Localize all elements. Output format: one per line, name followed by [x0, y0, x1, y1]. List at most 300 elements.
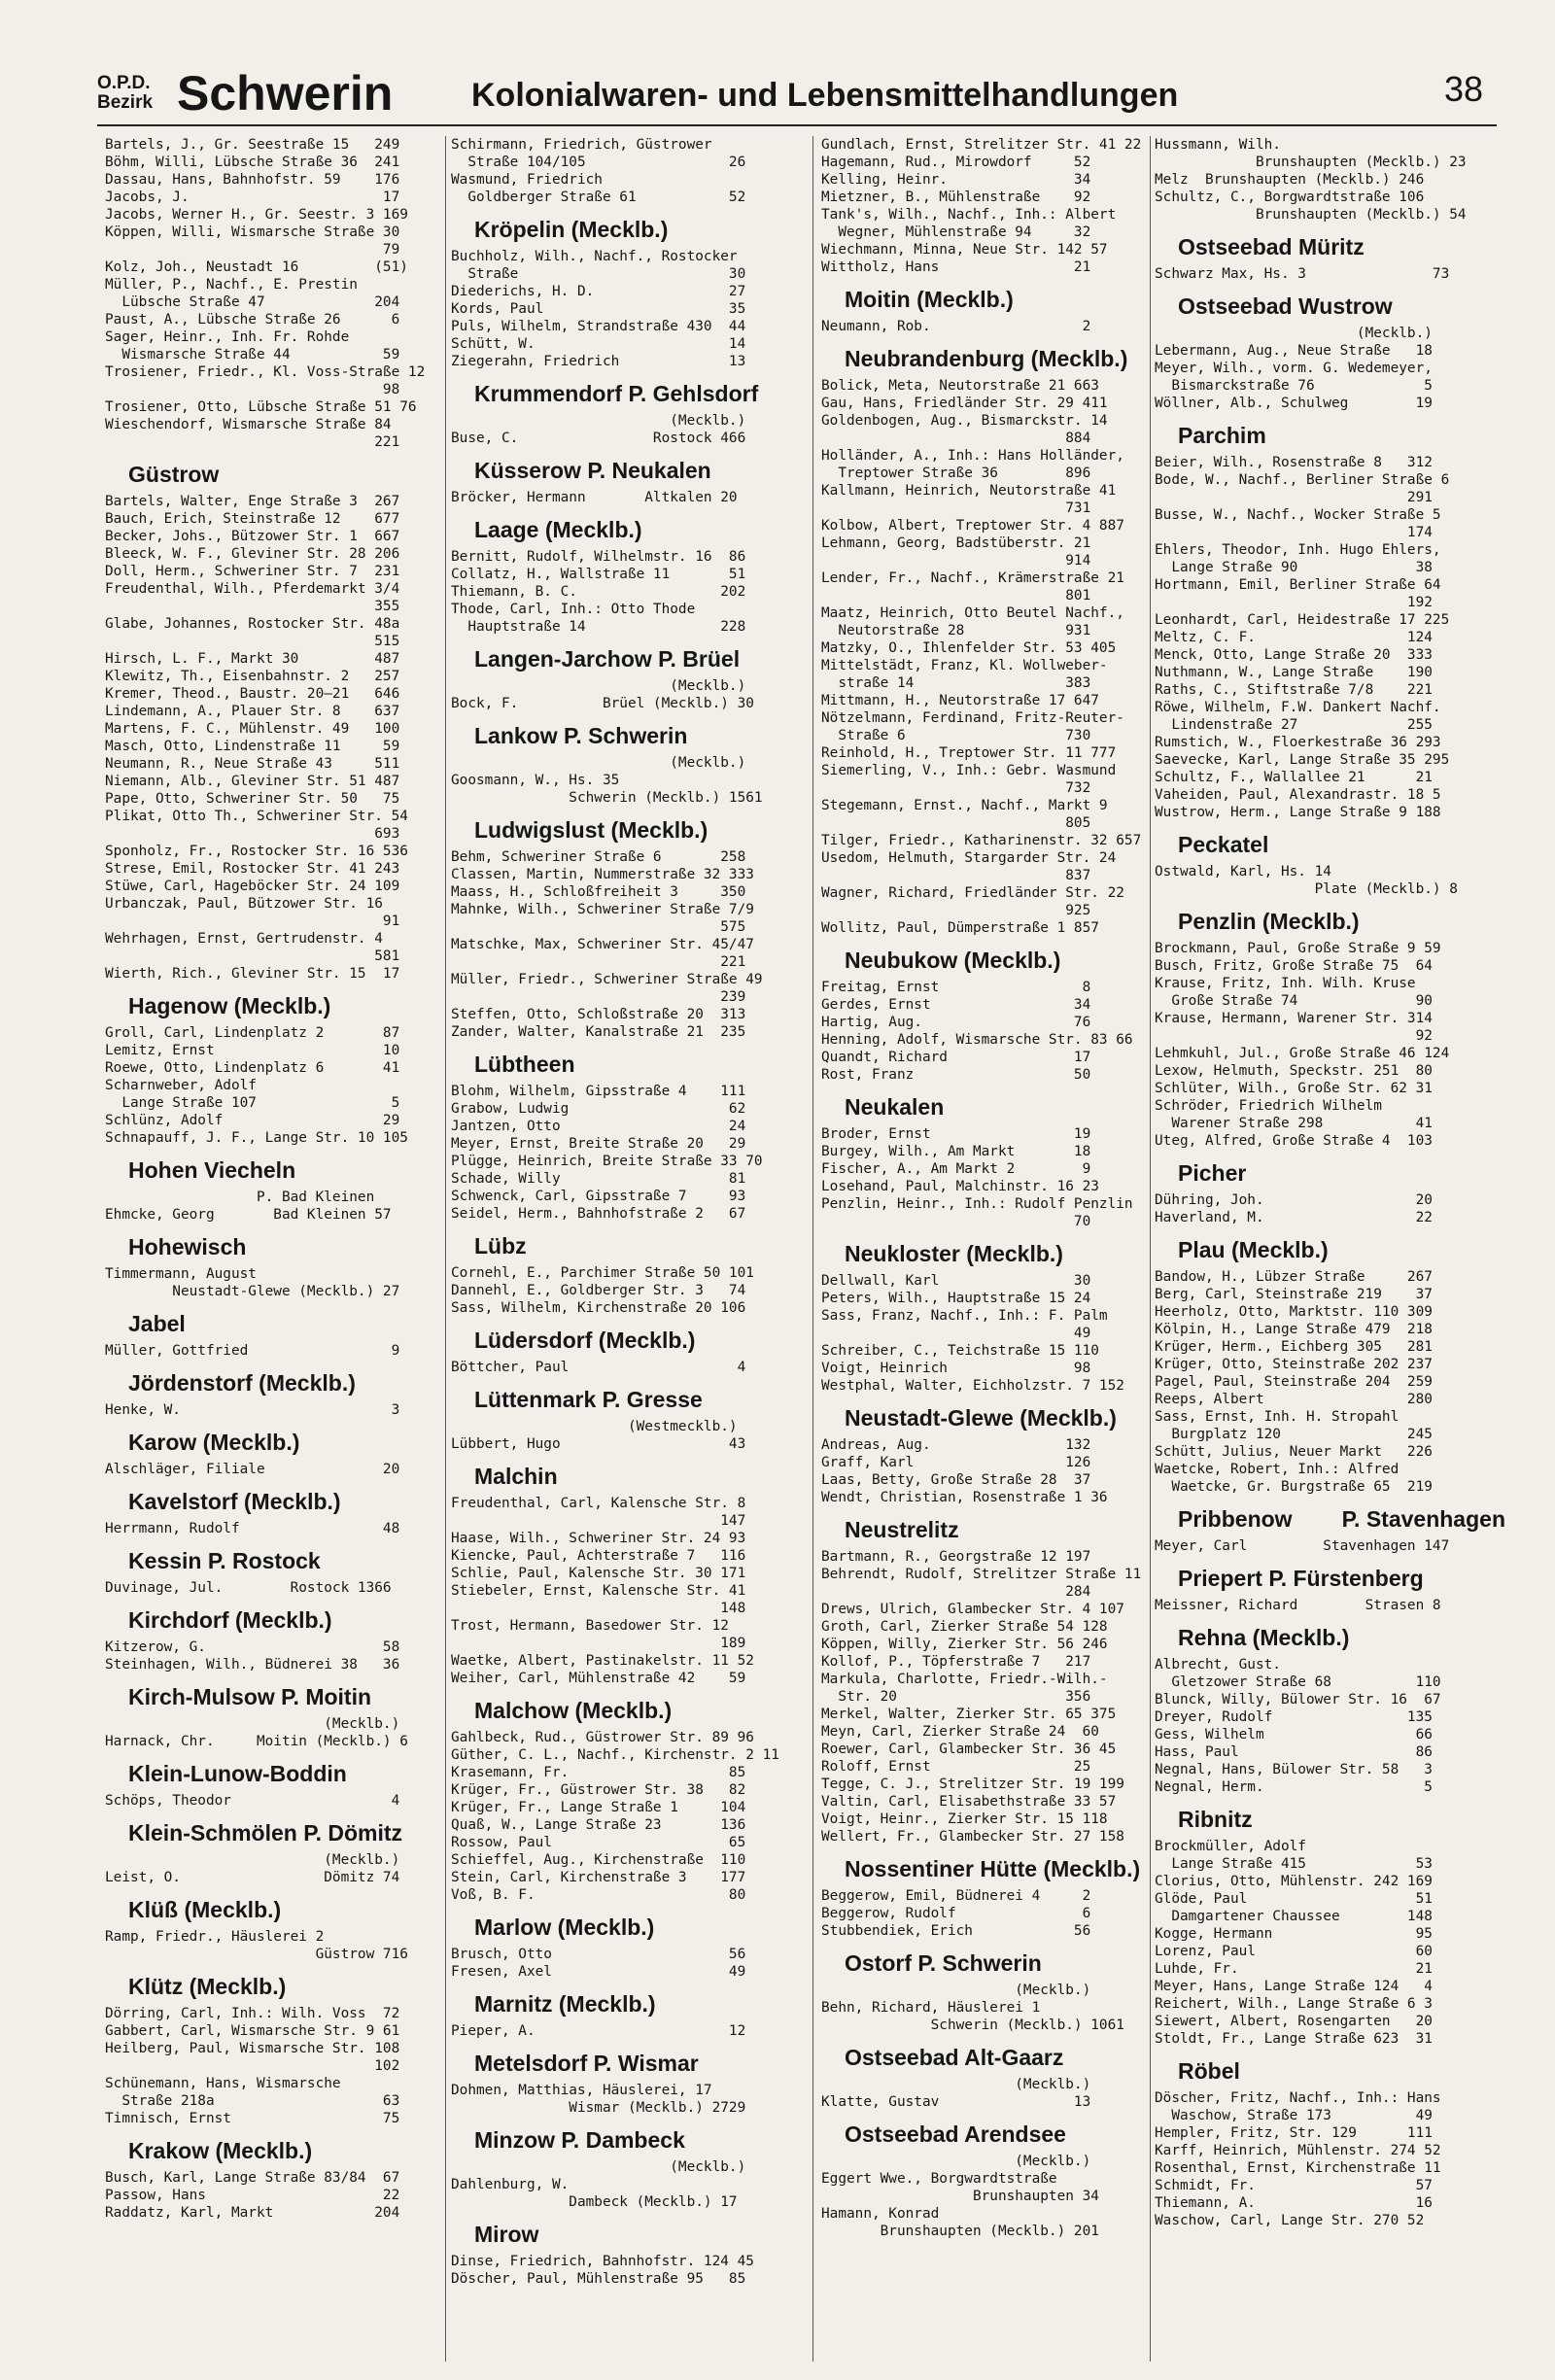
listing-line: 805 — [821, 815, 1091, 831]
listing-line: Wieschendorf, Wismarsche Straße 84 — [105, 417, 392, 432]
listing-line: Burgplatz 120 245 — [1155, 1427, 1433, 1442]
listing-line: Sass, Franz, Nachf., Inh.: F. Palm — [821, 1308, 1108, 1324]
listing-line: Wagner, Richard, Friedländer Str. 22 — [821, 885, 1124, 901]
listing-line: Maatz, Heinrich, Otto Beutel Nachf., — [821, 605, 1124, 621]
listing-line: Meyer, Ernst, Breite Straße 20 29 — [451, 1136, 746, 1152]
listing-line: Voigt, Heinr., Zierker Str. 15 118 — [821, 1811, 1108, 1827]
listing-line: Schünemann, Hans, Wismarsche — [105, 2076, 341, 2091]
listing-line: Rosenthal, Ernst, Kirchenstraße 11 — [1155, 2160, 1441, 2176]
town-heading: Lankow P. Schwerin — [474, 723, 688, 748]
listing-line: Schlie, Paul, Kalensche Str. 30 171 — [451, 1566, 746, 1581]
listing-line: 581 — [105, 949, 400, 964]
listing-line: Bartels, Walter, Enge Straße 3 267 — [105, 494, 400, 509]
listing-line: Jacobs, J. 17 — [105, 190, 400, 205]
listing-line: 284 — [821, 1584, 1091, 1600]
listing-line: Graff, Karl 126 — [821, 1455, 1091, 1470]
listing-line: Dellwall, Karl 30 — [821, 1273, 1091, 1289]
listing-line: Trosiener, Otto, Lübsche Straße 51 76 — [105, 399, 417, 415]
town-heading: Laage (Mecklb.) — [474, 517, 642, 542]
listing-line: Wustrow, Herm., Lange Straße 9 188 — [1155, 805, 1441, 820]
listing-line: Alschläger, Filiale 20 — [105, 1462, 400, 1477]
listing-line: Röwe, Wilhelm, F.W. Dankert Nachf. — [1155, 700, 1441, 715]
listing-line: Bernitt, Rudolf, Wilhelmstr. 16 86 — [451, 549, 746, 565]
listing-line: Gletzower Straße 68 110 — [1155, 1674, 1441, 1690]
listing-line: Thiemann, A. 16 — [1155, 2195, 1433, 2211]
listing-line: Stüwe, Carl, Hageböcker Str. 24 109 — [105, 879, 400, 894]
listing-line: Martens, F. C., Mühlenstr. 49 100 — [105, 721, 400, 737]
listing-line: Freudenthal, Wilh., Pferdemarkt 3/4 — [105, 581, 400, 597]
listing-line: Timmermann, August — [105, 1266, 257, 1282]
listing-line: Goldenbogen, Aug., Bismarckstr. 14 — [821, 413, 1108, 429]
listing-line: Maass, H., Schloßfreiheit 3 350 — [451, 884, 746, 900]
town-heading: Röbel — [1178, 2058, 1240, 2084]
listing-line: Clorius, Otto, Mühlenstr. 242 169 — [1155, 1874, 1433, 1889]
listing-line: Masch, Otto, Lindenstraße 11 59 — [105, 739, 400, 754]
listing-line: Schlünz, Adolf 29 — [105, 1113, 400, 1128]
listing-line: 148 — [451, 1601, 746, 1616]
town-heading: Neukloster (Mecklb.) — [845, 1241, 1063, 1266]
listing-line: Henke, W. 3 — [105, 1402, 400, 1418]
town-heading: Neubukow (Mecklb.) — [845, 948, 1061, 973]
listing-line: Krause, Fritz, Inh. Wilh. Kruse — [1155, 976, 1416, 991]
listing-line: Quandt, Richard 17 — [821, 1050, 1091, 1065]
listing-line: Treptower Straße 36 896 — [821, 466, 1091, 481]
town-heading: Ostseebad Wustrow — [1178, 293, 1393, 319]
listing-line: Ehmcke, Georg Bad Kleinen 57 — [105, 1207, 392, 1223]
listing-line: Haverland, M. 22 — [1155, 1210, 1433, 1225]
listing-line: Reichert, Wilh., Lange Straße 6 3 — [1155, 1996, 1433, 2012]
town-heading: Peckatel — [1178, 832, 1269, 857]
listing-line: Döscher, Fritz, Nachf., Inh.: Hans — [1155, 2090, 1441, 2106]
listing-line: 221 — [105, 434, 400, 450]
listing-line: Wasmund, Friedrich — [451, 172, 603, 188]
listing-line: Collatz, H., Wallstraße 11 51 — [451, 567, 746, 582]
listing-line: Sponholz, Fr., Rostocker Str. 16 536 — [105, 844, 408, 859]
listing-line: Haase, Wilh., Schweriner Str. 24 93 — [451, 1531, 746, 1546]
town-heading: Lüttenmark P. Gresse — [474, 1387, 703, 1412]
town-heading: Jabel — [128, 1311, 186, 1336]
listing-line: Jacobs, Werner H., Gr. Seestr. 3 169 — [105, 207, 408, 223]
listing-line: Hortmann, Emil, Berliner Straße 64 — [1155, 577, 1441, 593]
listing-line: Kords, Paul 35 — [451, 301, 746, 317]
town-heading: Neustrelitz — [845, 1517, 959, 1542]
town-heading: Rehna (Mecklb.) — [1178, 1625, 1350, 1650]
listing-line: Klewitz, Th., Eisenbahnstr. 2 257 — [105, 669, 400, 684]
listing-line: Siemerling, V., Inh.: Gebr. Wasmund — [821, 763, 1117, 778]
page-number: 38 — [1443, 69, 1483, 109]
listing-line: Groll, Carl, Lindenplatz 2 87 — [105, 1025, 400, 1041]
listing-line: Köppen, Willi, Wismarsche Straße 30 — [105, 224, 400, 240]
listing-line: Lender, Fr., Nachf., Krämerstraße 21 — [821, 570, 1124, 586]
listing-line: Kölpin, H., Lange Straße 479 218 — [1155, 1322, 1433, 1337]
listing-line: Berg, Carl, Steinstraße 219 37 — [1155, 1287, 1433, 1302]
listing-line: 925 — [821, 903, 1091, 918]
listing-line: Neustadt-Glewe (Mecklb.) 27 — [105, 1284, 400, 1299]
listing-line: Albrecht, Gust. — [1155, 1657, 1281, 1673]
listing-line: Passow, Hans 22 — [105, 2188, 400, 2203]
town-heading: Klütz (Mecklb.) — [128, 1974, 287, 1999]
listing-line: Lebermann, Aug., Neue Straße 18 — [1155, 343, 1433, 359]
listing-line: Saevecke, Karl, Lange Straße 35 295 — [1155, 752, 1450, 768]
listing-line: Waschow, Carl, Lange Str. 270 52 — [1155, 2213, 1425, 2228]
listing-line: Schwerin (Mecklb.) 1061 — [821, 2018, 1124, 2033]
listing-line: Wellert, Fr., Glambecker Str. 27 158 — [821, 1829, 1124, 1845]
listing-line: Groth, Carl, Zierker Straße 54 128 — [821, 1619, 1108, 1635]
listing-line: Meyer, Carl Stavenhagen 147 — [1155, 1538, 1450, 1554]
listing-line: Buse, C. Rostock 466 — [451, 431, 746, 446]
listing-line: Quaß, W., Lange Straße 23 136 — [451, 1817, 746, 1833]
listing-line: Schwarz Max, Hs. 3 73 — [1155, 266, 1450, 282]
town-heading: Hohen Viecheln — [128, 1157, 296, 1183]
listing-line: Steffen, Otto, Schloßstraße 20 313 — [451, 1007, 746, 1022]
listing-line: Goldberger Straße 61 52 — [451, 190, 746, 205]
town-heading: Parchim — [1178, 423, 1266, 448]
listing-line: Leonhardt, Carl, Heidestraße 17 225 — [1155, 612, 1450, 628]
listing-line: Mietzner, B., Mühlenstraße 92 — [821, 190, 1091, 205]
listing-line: Blohm, Wilhelm, Gipsstraße 4 111 — [451, 1084, 746, 1099]
listing-line: 914 — [821, 553, 1091, 569]
town-heading: Langen-Jarchow P. Brüel — [474, 646, 741, 672]
listing-line: Müller, Friedr., Schweriner Straße 49 — [451, 972, 763, 987]
listing-line: Dinse, Friedrich, Bahnhofstr. 124 45 — [451, 2254, 754, 2269]
listing-line: Mittelstädt, Franz, Kl. Wollweber- — [821, 658, 1108, 673]
listing-line: Leist, O. Dömitz 74 — [105, 1870, 400, 1885]
listing-line: Dassau, Hans, Bahnhofstr. 59 176 — [105, 172, 400, 188]
directory-column-1 — [105, 136, 443, 2222]
listing-line: Gerdes, Ernst 34 — [821, 997, 1091, 1013]
town-heading: Ribnitz — [1178, 1807, 1253, 1832]
town-heading: Ostseebad Müritz — [1178, 234, 1365, 259]
listing-line: Negnal, Hans, Bülower Str. 58 3 — [1155, 1762, 1433, 1777]
listing-line: Wismarsche Straße 44 59 — [105, 347, 400, 362]
listing-line: Brunshaupten (Mecklb.) 54 — [1155, 207, 1467, 223]
town-heading: Malchow (Mecklb.) — [474, 1698, 673, 1723]
listing-line: Stubbendiek, Erich 56 — [821, 1923, 1091, 1939]
listing-line: Losehand, Paul, Malchinstr. 16 23 — [821, 1179, 1099, 1194]
listing-line: Lehmkuhl, Jul., Große Straße 46 124 — [1155, 1046, 1450, 1061]
listing-line: Waetcke, Robert, Inh.: Alfred — [1155, 1462, 1400, 1477]
listing-line: 189 — [451, 1636, 746, 1651]
listing-line: Hussmann, Wilh. — [1155, 137, 1281, 153]
listing-line: Tegge, C. J., Strelitzer Str. 19 199 — [821, 1776, 1124, 1792]
listing-line: Stegemann, Ernst., Nachf., Markt 9 — [821, 798, 1108, 813]
town-heading: Ludwigslust (Mecklb.) — [474, 817, 708, 843]
listing-line: Jantzen, Otto 24 — [451, 1119, 746, 1134]
listing-line: 837 — [821, 868, 1091, 883]
town-heading: Krakow (Mecklb.) — [128, 2138, 313, 2163]
listing-line: Mahnke, Wilh., Schweriner Straße 7/9 — [451, 902, 754, 917]
listing-line: Kolz, Joh., Neustadt 16 (51) — [105, 259, 408, 275]
listing-line: Nötzelmann, Ferdinand, Fritz-Reuter- — [821, 710, 1124, 726]
listing-line: Tilger, Friedr., Katharinenstr. 32 657 — [821, 833, 1142, 848]
listing-line: Broder, Ernst 19 — [821, 1126, 1091, 1142]
listing-line: Glabe, Johannes, Rostocker Str. 48a — [105, 616, 400, 632]
listing-line: Ostwald, Karl, Hs. 14 — [1155, 864, 1331, 880]
listing-line: Schultz, C., Borgwardtstraße 106 — [1155, 190, 1425, 205]
town-heading: Pribbenow P. Stavenhagen — [1178, 1506, 1505, 1532]
listing-line: Köppen, Willy, Zierker Str. 56 246 — [821, 1637, 1108, 1652]
listing-line: Sass, Wilhelm, Kirchenstraße 20 106 — [451, 1300, 746, 1316]
listing-line: Raddatz, Karl, Markt 204 — [105, 2205, 400, 2221]
listing-line: Heilberg, Paul, Wismarsche Str. 108 — [105, 2041, 400, 2056]
listing-line: Schirmann, Friedrich, Güstrower — [451, 137, 712, 153]
listing-line: Dahlenburg, W. — [451, 2177, 570, 2192]
listing-line: Hirsch, L. F., Markt 30 487 — [105, 651, 400, 667]
listing-line: 91 — [105, 914, 400, 929]
listing-line: Trost, Hermann, Basedower Str. 12 — [451, 1618, 729, 1634]
city-title: Schwerin — [177, 66, 394, 121]
directory-column-2 — [451, 136, 789, 2288]
listing-line: 174 — [1155, 525, 1433, 540]
town-heading: Kröpelin (Mecklb.) — [474, 217, 669, 242]
listing-line: (Mecklb.) — [451, 2159, 746, 2175]
listing-line: Kollof, P., Töpferstraße 7 217 — [821, 1654, 1091, 1670]
listing-line: Schnapauff, J. F., Lange Str. 10 105 — [105, 1130, 408, 1146]
listing-line: Wollitz, Paul, Dümperstraße 1 857 — [821, 920, 1099, 936]
listing-line: 355 — [105, 599, 400, 614]
town-heading: Güstrow — [128, 462, 220, 487]
listing-line: (Mecklb.) — [451, 413, 746, 429]
listing-line: Matschke, Max, Schweriner Str. 45/47 — [451, 937, 754, 952]
listing-line: Roewer, Carl, Glambecker Str. 36 45 — [821, 1742, 1117, 1757]
listing-line: Krasemann, Fr. 85 — [451, 1765, 746, 1780]
town-heading: Kavelstorf (Mecklb.) — [128, 1489, 341, 1514]
listing-line: Lemitz, Ernst 10 — [105, 1043, 400, 1058]
listing-line: Roewe, Otto, Lindenplatz 6 41 — [105, 1060, 400, 1076]
listing-line: 731 — [821, 500, 1091, 516]
listing-line: Behn, Richard, Häuslerei 1 — [821, 2000, 1041, 2016]
listing-line: Blunck, Willy, Bülower Str. 16 67 — [1155, 1692, 1441, 1707]
town-heading: Plau (Mecklb.) — [1178, 1237, 1329, 1262]
town-heading: Karow (Mecklb.) — [128, 1430, 300, 1455]
listing-line: Straße 30 — [451, 266, 746, 282]
listing-line: Neumann, Rob. 2 — [821, 319, 1091, 334]
town-heading: Hohewisch — [128, 1234, 247, 1259]
listing-line: 147 — [451, 1513, 746, 1529]
town-heading: Neustadt-Glewe (Mecklb.) — [845, 1405, 1117, 1431]
listing-line: Krüger, Otto, Steinstraße 202 237 — [1155, 1357, 1433, 1372]
listing-line: Straße 104/105 26 — [451, 155, 746, 170]
listing-line: Beier, Wilh., Rosenstraße 8 312 — [1155, 455, 1433, 470]
listing-line: Lange Straße 415 53 — [1155, 1856, 1433, 1872]
listing-line: Kallmann, Heinrich, Neutorstraße 41 — [821, 483, 1117, 499]
listing-line: Duvinage, Jul. Rostock 1366 — [105, 1580, 392, 1596]
listing-line: Kelling, Heinr. 34 — [821, 172, 1091, 188]
town-heading: Mirow — [474, 2222, 539, 2247]
listing-line: Tank's, Wilh., Nachf., Inh.: Albert — [821, 207, 1117, 223]
listing-line: Brusch, Otto 56 — [451, 1947, 746, 1962]
listing-line: Krause, Hermann, Warener Str. 314 — [1155, 1011, 1433, 1026]
listing-line: Klatte, Gustav 13 — [821, 2094, 1091, 2110]
listing-line: Rossow, Paul 65 — [451, 1835, 746, 1850]
listing-line: Damgartener Chaussee 148 — [1155, 1909, 1433, 1924]
listing-line: Bröcker, Hermann Altkalen 20 — [451, 490, 738, 505]
listing-line: Roloff, Ernst 25 — [821, 1759, 1091, 1775]
listing-line: Pagel, Paul, Steinstraße 204 259 — [1155, 1374, 1433, 1390]
town-heading: Lübtheen — [474, 1052, 575, 1077]
listing-line: Brunshaupten (Mecklb.) 23 — [1155, 155, 1467, 170]
listing-line: Laas, Betty, Große Straße 28 37 — [821, 1472, 1091, 1488]
listing-line: Güther, C. L., Nachf., Kirchenstr. 2 11 — [451, 1747, 779, 1763]
listing-line: Karff, Heinrich, Mühlenstr. 274 52 — [1155, 2143, 1441, 2158]
listing-line: Uteg, Alfred, Große Straße 4 103 — [1155, 1133, 1433, 1149]
listing-line: Bock, F. Brüel (Mecklb.) 30 — [451, 696, 754, 711]
listing-line: Negnal, Herm. 5 — [1155, 1779, 1433, 1795]
listing-line: Brunshaupten 34 — [821, 2189, 1099, 2204]
town-heading: Malchin — [474, 1464, 558, 1489]
listing-line: Drews, Ulrich, Glambecker Str. 4 107 — [821, 1602, 1124, 1617]
listing-line: Lübsche Straße 47 204 — [105, 294, 400, 310]
listing-line: Gau, Hans, Friedländer Str. 29 411 — [821, 396, 1108, 411]
listing-line: Fischer, A., Am Markt 2 9 — [821, 1161, 1091, 1177]
listing-line: Kremer, Theod., Baustr. 20—21 646 — [105, 686, 400, 702]
town-heading: Kirch-Mulsow P. Moitin — [128, 1684, 372, 1709]
listing-line: (Mecklb.) — [451, 755, 746, 771]
listing-line: Weiher, Carl, Mühlenstraße 42 59 — [451, 1671, 746, 1686]
town-heading: Hagenow (Mecklb.) — [128, 993, 331, 1018]
listing-line: Peters, Wilh., Hauptstraße 15 24 — [821, 1291, 1091, 1306]
listing-line: Voß, B. F. 80 — [451, 1887, 746, 1903]
listing-line: (Mecklb.) — [821, 2077, 1091, 2092]
listing-line: (Mecklb.) — [105, 1716, 400, 1732]
listing-line: Paust, A., Lübsche Straße 26 6 — [105, 312, 400, 328]
listing-line: Luhde, Fr. 21 — [1155, 1961, 1433, 1977]
listing-line: Gess, Wilhelm 66 — [1155, 1727, 1433, 1742]
listing-line: Steinhagen, Wilh., Büdnerei 38 36 — [105, 1657, 400, 1673]
listing-line: (Mecklb.) — [1155, 326, 1433, 341]
listing-line: Buchholz, Wilh., Nachf., Rostocker — [451, 249, 738, 264]
listing-line: Busch, Karl, Lange Straße 83/84 67 — [105, 2170, 400, 2186]
listing-line: Holländer, A., Inh.: Hans Holländer, — [821, 448, 1124, 464]
listing-line: Stein, Carl, Kirchenstraße 3 177 — [451, 1870, 746, 1885]
listing-line: 70 — [821, 1214, 1091, 1229]
listing-line: Vaheiden, Paul, Alexandrastr. 18 5 — [1155, 787, 1441, 803]
listing-line: Lübbert, Hugo 43 — [451, 1436, 746, 1452]
listing-line: Meyer, Wilh., vorm. G. Wedemeyer, — [1155, 361, 1433, 376]
listing-line: Müller, P., Nachf., E. Prestin — [105, 277, 358, 293]
listing-line: 49 — [821, 1326, 1091, 1341]
town-heading: Priepert P. Fürstenberg — [1178, 1566, 1424, 1591]
listing-line: Güstrow 716 — [105, 1947, 408, 1962]
listing-line: Schade, Willy 81 — [451, 1171, 746, 1187]
listing-line: Meissner, Richard Strasen 8 — [1155, 1598, 1441, 1613]
town-heading: Marlow (Mecklb.) — [474, 1914, 655, 1940]
town-heading: Jördenstorf (Mecklb.) — [128, 1370, 356, 1396]
listing-line: Puls, Wilhelm, Strandstraße 430 44 — [451, 319, 746, 334]
column-divider — [812, 136, 813, 2362]
listing-line: Burgey, Wilh., Am Markt 18 — [821, 1144, 1091, 1159]
town-heading: Ostseebad Alt-Gaarz — [845, 2045, 1064, 2070]
town-heading: Picher — [1178, 1160, 1247, 1186]
town-heading: Metelsdorf P. Wismar — [474, 2051, 699, 2076]
listing-line: Niemann, Alb., Gleviner Str. 51 487 — [105, 774, 400, 789]
listing-line: Behrendt, Rudolf, Strelitzer Straße 11 — [821, 1567, 1142, 1582]
listing-line: 515 — [105, 634, 400, 649]
listing-line: Hartig, Aug. 76 — [821, 1015, 1091, 1030]
listing-line: 291 — [1155, 490, 1433, 505]
listing-line: Bartels, J., Gr. Seestraße 15 249 — [105, 137, 400, 153]
listing-line: Dreyer, Rudolf 135 — [1155, 1709, 1433, 1725]
listing-line: Lindenstraße 27 255 — [1155, 717, 1433, 733]
town-heading: Nossentiner Hütte (Mecklb.) — [845, 1856, 1141, 1881]
listing-line: Lorenz, Paul 60 — [1155, 1944, 1433, 1959]
town-heading: Moitin (Mecklb.) — [845, 287, 1014, 312]
town-heading: Ostseebad Arendsee — [845, 2121, 1066, 2147]
listing-line: Ehlers, Theodor, Inh. Hugo Ehlers, — [1155, 542, 1441, 558]
listing-line: (Westmecklb.) — [451, 1419, 738, 1434]
listing-line: Becker, Johs., Bützower Str. 1 667 — [105, 529, 400, 544]
town-heading: Klüß (Mecklb.) — [128, 1897, 282, 1922]
listing-line: Seidel, Herm., Bahnhofstraße 2 67 — [451, 1206, 746, 1222]
listing-line: Große Straße 74 90 — [1155, 993, 1433, 1009]
listing-line: Usedom, Helmuth, Stargarder Str. 24 — [821, 850, 1117, 866]
listing-line: Müller, Gottfried 9 — [105, 1343, 400, 1359]
listing-line: 884 — [821, 431, 1091, 446]
listing-line: Schwenck, Carl, Gipsstraße 7 93 — [451, 1189, 746, 1204]
listing-line: Bleeck, W. F., Gleviner Str. 28 206 — [105, 546, 400, 562]
listing-line: Gabbert, Carl, Wismarsche Str. 9 61 — [105, 2023, 400, 2039]
town-heading: Klein-Lunow-Boddin — [128, 1761, 347, 1786]
listing-line: Strese, Emil, Rostocker Str. 41 243 — [105, 861, 400, 877]
listing-line: Eggert Wwe., Borgwardtstraße — [821, 2171, 1057, 2187]
listing-line: Pieper, A. 12 — [451, 2023, 746, 2039]
listing-line: Lange Straße 90 38 — [1155, 560, 1433, 575]
listing-line: Meyn, Carl, Zierker Straße 24 60 — [821, 1724, 1099, 1740]
listing-line: 192 — [1155, 595, 1433, 610]
listing-line: Kolbow, Albert, Treptower Str. 4 887 — [821, 518, 1124, 534]
listing-line: Wierth, Rich., Gleviner Str. 15 17 — [105, 966, 400, 982]
listing-line: Wehrhagen, Ernst, Gertrudenstr. 4 — [105, 931, 383, 947]
listing-line: Trosiener, Friedr., Kl. Voss-Straße 12 — [105, 364, 426, 380]
listing-line: 239 — [451, 989, 746, 1005]
listing-line: Freitag, Ernst 8 — [821, 980, 1091, 995]
listing-line: Cornehl, E., Parchimer Straße 50 101 — [451, 1265, 754, 1281]
listing-line: Doll, Herm., Schweriner Str. 7 231 — [105, 564, 400, 579]
listing-line: Schwerin (Mecklb.) 1561 — [451, 790, 763, 806]
listing-line: Urbanczak, Paul, Bützower Str. 16 — [105, 896, 383, 912]
directory-column-4 — [1155, 136, 1534, 2229]
listing-line: 575 — [451, 919, 746, 935]
listing-line: Thiemann, B. C. 202 — [451, 584, 746, 600]
listing-line: Neutorstraße 28 931 — [821, 623, 1091, 638]
listing-line: Beggerow, Rudolf 6 — [821, 1906, 1091, 1921]
listing-line: Krüger, Fr., Güstrower Str. 38 82 — [451, 1782, 746, 1798]
listing-line: Thode, Carl, Inh.: Otto Thode — [451, 602, 696, 617]
listing-line: Gundlach, Ernst, Strelitzer Str. 41 22 — [821, 137, 1142, 153]
listing-line: Bismarckstraße 76 5 — [1155, 378, 1433, 394]
town-heading: Ostorf P. Schwerin — [845, 1950, 1042, 1976]
page-title: Kolonialwaren- und Lebensmittelhandlungen — [471, 77, 1179, 114]
listing-line: Dambeck (Mecklb.) 17 — [451, 2194, 738, 2210]
listing-line: Waschow, Straße 173 49 — [1155, 2108, 1433, 2123]
listing-line: Valtin, Carl, Elisabethstraße 33 57 — [821, 1794, 1117, 1810]
listing-line: (Mecklb.) — [821, 1983, 1091, 1998]
listing-line: Busse, W., Nachf., Wocker Straße 5 — [1155, 507, 1441, 523]
listing-line: Waetcke, Gr. Burgstraße 65 219 — [1155, 1479, 1433, 1495]
listing-line: Penzlin, Heinr., Inh.: Rudolf Penzlin — [821, 1196, 1133, 1212]
town-heading: Kessin P. Rostock — [128, 1548, 321, 1573]
listing-line: Westphal, Walter, Eichholzstr. 7 152 — [821, 1378, 1124, 1394]
listing-line: Rost, Franz 50 — [821, 1067, 1091, 1083]
listing-line: Sass, Ernst, Inh. H. Stropahl — [1155, 1409, 1400, 1425]
listing-line: Mittmann, H., Neutorstraße 17 647 — [821, 693, 1099, 708]
listing-line: Gahlbeck, Rud., Güstrower Str. 89 96 — [451, 1730, 754, 1745]
listing-line: Hamann, Konrad — [821, 2206, 940, 2222]
listing-line: Straße 6 730 — [821, 728, 1091, 743]
listing-line: 693 — [105, 826, 400, 842]
listing-line: Schütt, W. 14 — [451, 336, 746, 352]
listing-line: Schlüter, Wilh., Große Str. 62 31 — [1155, 1081, 1433, 1096]
